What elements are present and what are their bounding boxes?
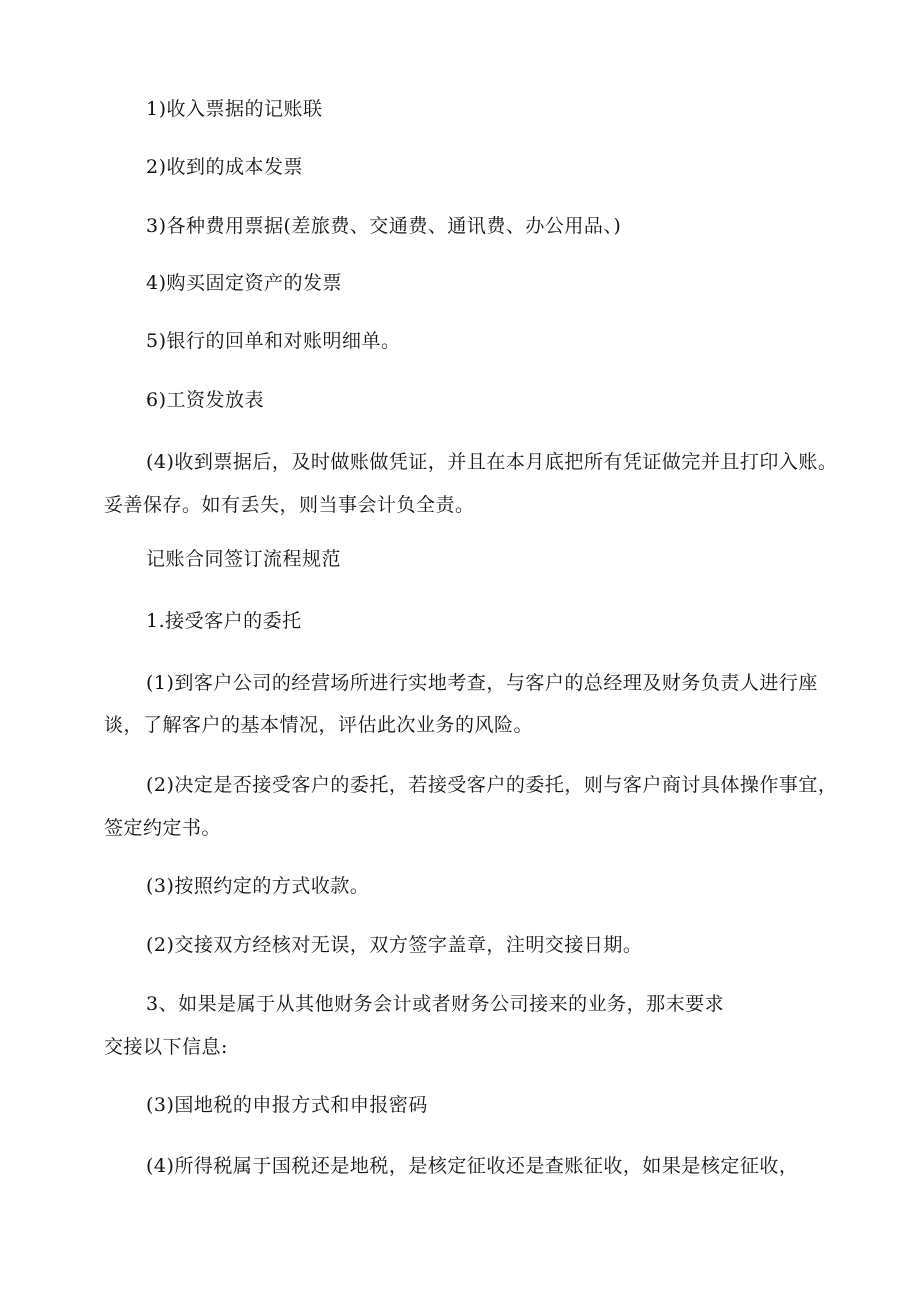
step-accept-commission: 1.接受客户的委托 (146, 610, 302, 632)
paragraph-income-tax: (4)所得税属于国税还是地税，是核定征收还是查账征收，如果是核定征收， (146, 1155, 799, 1177)
paragraph-transfer-line-1: 3、如果是属于从其他财务会计或者财务公司接来的业务，那末要求 (146, 993, 725, 1015)
paragraph-handover-check: (2)交接双方经核对无误，双方签字盖章，注明交接日期。 (146, 934, 643, 956)
list-item-bank-statements: 5)银行的回单和对账明细单。 (146, 330, 401, 352)
paragraph-payment: (3)按照约定的方式收款。 (146, 875, 370, 897)
paragraph-site-visit-line-1: (1)到客户公司的经营场所进行实地考查，与客户的总经理及财务负责人进行座 (146, 672, 818, 694)
list-item-fixed-asset-invoices: 4)购买固定资产的发票 (146, 272, 343, 294)
paragraph-decide-line-2: 签定约定书。 (104, 817, 222, 839)
paragraph-decide-line-1: (2)决定是否接受客户的委托，若接受客户的委托，则与客户商讨具体操作事宜， (146, 774, 838, 796)
paragraph-site-visit-line-2: 谈，了解客户的基本情况，评估此次业务的风险。 (104, 714, 534, 736)
list-item-expense-receipts: 3)各种费用票据(差旅费、交通费、通讯费、办公用品、) (146, 215, 622, 237)
paragraph-voucher-line-2: 妥善保存。如有丢失，则当事会计负全责。 (104, 494, 475, 516)
list-item-payroll-sheet: 6)工资发放表 (146, 389, 265, 411)
paragraph-voucher-line-1: (4)收到票据后，及时做账做凭证，并且在本月底把所有凭证做完并且打印入账。 (146, 451, 838, 473)
paragraph-tax-filing: (3)国地税的申报方式和申报密码 (146, 1094, 428, 1116)
list-item-income-receipts: 1)收入票据的记账联 (146, 98, 323, 120)
paragraph-transfer-line-2: 交接以下信息: (104, 1036, 228, 1058)
list-item-cost-invoices: 2)收到的成本发票 (146, 156, 304, 178)
section-heading-contract-process: 记账合同签订流程规范 (146, 548, 342, 570)
